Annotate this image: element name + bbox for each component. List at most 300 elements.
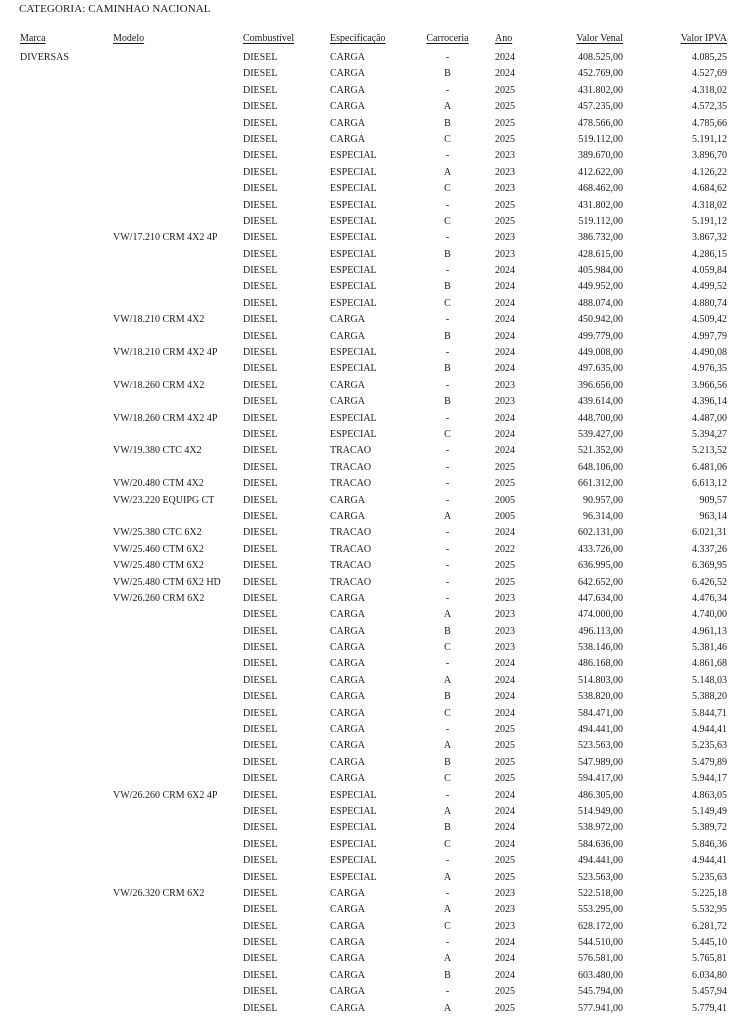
cell-valor_venal: 522.518,00 [578, 887, 623, 899]
cell-valor_venal: 90.957,00 [583, 494, 623, 506]
cell-valor_venal: 576.581,00 [578, 953, 623, 965]
cell-ano: 2025 [495, 724, 515, 736]
cell-carroceria: B [444, 396, 451, 408]
cell-valor_ipva: 5.765,81 [692, 953, 727, 965]
column-header-label: Carroceria [426, 33, 469, 44]
cell-valor_venal: 448.700,00 [578, 412, 623, 424]
cell-ano: 2024 [495, 68, 515, 80]
cell-especificacao: ESPECIAL [330, 838, 377, 850]
cell-combustivel: DIESEL [243, 953, 278, 965]
cell-especificacao: TRACAO [330, 461, 372, 473]
cell-carroceria: C [444, 297, 451, 309]
table-row [20, 607, 727, 623]
cell-carroceria: B [444, 756, 451, 768]
cell-valor_venal: 544.510,00 [578, 937, 623, 949]
cell-valor_ipva: 6.281,72 [692, 920, 727, 932]
cell-valor_venal: 519.112,00 [578, 215, 623, 227]
cell-ano: 2023 [495, 396, 515, 408]
cell-valor_ipva: 6.369,95 [692, 560, 727, 572]
cell-carroceria: A [443, 1002, 452, 1014]
cell-valor_ipva: 4.490,08 [692, 347, 727, 359]
table-row [20, 968, 727, 984]
category-title: CATEGORIA: CAMINHAO NACIONAL [19, 3, 211, 15]
cell-valor_venal: 439.614,00 [578, 396, 623, 408]
cell-ano: 2025 [495, 461, 515, 473]
cell-carroceria: B [444, 822, 451, 834]
cell-valor_ipva: 4.944,41 [692, 724, 727, 736]
cell-combustivel: DIESEL [243, 248, 278, 260]
cell-especificacao: CARGA [330, 773, 366, 785]
cell-valor_venal: 497.635,00 [578, 363, 623, 375]
cell-ano: 2025 [495, 576, 515, 588]
cell-especificacao: CARGA [330, 609, 366, 621]
cell-carroceria: - [445, 576, 450, 588]
cell-ano: 2024 [495, 953, 515, 965]
table-row [20, 886, 727, 902]
table-row [20, 820, 727, 836]
cell-especificacao: CARGA [330, 969, 366, 981]
cell-valor_ipva: 5.479,89 [692, 756, 727, 768]
cell-valor_ipva: 4.337,26 [692, 543, 727, 555]
cell-valor_ipva: 4.997,79 [692, 330, 727, 342]
cell-valor_ipva: 4.785,66 [692, 117, 727, 129]
cell-especificacao: CARGA [330, 691, 366, 703]
cell-especificacao: CARGA [330, 953, 366, 965]
cell-valor_venal: 577.941,00 [578, 1002, 623, 1014]
cell-carroceria: A [443, 166, 452, 178]
cell-carroceria: - [445, 855, 450, 867]
table-row [20, 722, 727, 738]
cell-combustivel: DIESEL [243, 576, 278, 588]
cell-valor_ipva: 5.445,10 [692, 937, 727, 949]
cell-valor_venal: 628.172,00 [578, 920, 623, 932]
cell-carroceria: B [444, 281, 451, 293]
table-row [20, 575, 727, 591]
table-row [20, 443, 727, 459]
cell-combustivel: DIESEL [243, 838, 278, 850]
cell-especificacao: ESPECIAL [330, 347, 377, 359]
cell-valor_ipva: 6.613,12 [692, 478, 727, 490]
cell-especificacao: TRACAO [330, 527, 372, 539]
cell-valor_venal: 474.000,00 [578, 609, 623, 621]
cell-ano: 2025 [495, 756, 515, 768]
cell-carroceria: - [445, 592, 450, 604]
cell-especificacao: CARGA [330, 674, 366, 686]
cell-especificacao: CARGA [330, 314, 366, 326]
cell-combustivel: DIESEL [243, 658, 278, 670]
cell-ano: 2024 [495, 707, 515, 719]
cell-carroceria: - [445, 543, 450, 555]
cell-combustivel: DIESEL [243, 707, 278, 719]
cell-ano: 2005 [495, 510, 515, 522]
cell-combustivel: DIESEL [243, 510, 278, 522]
cell-carroceria: B [444, 68, 451, 80]
cell-especificacao: CARGA [330, 1002, 366, 1014]
cell-carroceria: B [444, 248, 451, 260]
table-row [20, 738, 727, 754]
table-row [20, 1001, 727, 1017]
cell-valor_ipva: 4.861,68 [692, 658, 727, 670]
cell-ano: 2024 [495, 297, 515, 309]
table-row [20, 706, 727, 722]
cell-carroceria: A [443, 904, 452, 916]
cell-especificacao: CARGA [330, 133, 366, 145]
cell-especificacao: ESPECIAL [330, 232, 377, 244]
table-row [20, 804, 727, 820]
cell-valor_venal: 594.417,00 [578, 773, 623, 785]
table-row [20, 312, 727, 328]
cell-combustivel: DIESEL [243, 347, 278, 359]
table-row [20, 788, 727, 804]
cell-especificacao: ESPECIAL [330, 805, 377, 817]
cell-ano: 2023 [495, 232, 515, 244]
cell-carroceria: - [445, 461, 450, 473]
table-row [20, 640, 727, 656]
table-row [20, 378, 727, 394]
cell-ano: 2023 [495, 592, 515, 604]
table-row [20, 132, 727, 148]
column-header-combustivel [243, 33, 330, 44]
cell-valor_venal: 602.131,00 [578, 527, 623, 539]
table-row [20, 247, 727, 263]
cell-combustivel: DIESEL [243, 379, 278, 391]
table-row [20, 591, 727, 607]
cell-valor_venal: 486.168,00 [578, 658, 623, 670]
cell-carroceria: - [445, 789, 450, 801]
cell-ano: 2024 [495, 314, 515, 326]
cell-especificacao: CARGA [330, 379, 366, 391]
column-header-valor_ipva [623, 33, 727, 44]
table-row [20, 919, 727, 935]
cell-valor_ipva: 4.487,00 [692, 412, 727, 424]
cell-valor_venal: 636.995,00 [578, 560, 623, 572]
cell-combustivel: DIESEL [243, 150, 278, 162]
cell-ano: 2023 [495, 609, 515, 621]
cell-valor_ipva: 4.499,52 [692, 281, 727, 293]
cell-carroceria: A [443, 674, 452, 686]
cell-valor_ipva: 6.034,80 [692, 969, 727, 981]
cell-ano: 2023 [495, 379, 515, 391]
cell-especificacao: CARGA [330, 68, 366, 80]
cell-valor_venal: 389.670,00 [578, 150, 623, 162]
cell-combustivel: DIESEL [243, 265, 278, 277]
cell-carroceria: B [444, 363, 451, 375]
cell-ano: 2024 [495, 691, 515, 703]
cell-especificacao: CARGA [330, 592, 366, 604]
cell-valor_ipva: 4.059,84 [692, 265, 727, 277]
cell-carroceria: - [445, 199, 450, 211]
cell-combustivel: DIESEL [243, 937, 278, 949]
cell-modelo: VW/26.260 CRM 6X2 [113, 592, 205, 604]
cell-valor_ipva: 4.961,13 [692, 625, 727, 637]
cell-valor_ipva: 5.388,20 [692, 691, 727, 703]
cell-combustivel: DIESEL [243, 52, 278, 63]
cell-modelo: VW/23.220 EQUIPG CT [113, 494, 215, 506]
cell-valor_venal: 661.312,00 [578, 478, 623, 490]
cell-especificacao: CARGA [330, 724, 366, 736]
cell-especificacao: ESPECIAL [330, 428, 377, 440]
table-row [20, 870, 727, 886]
cell-valor_venal: 603.480,00 [578, 969, 623, 981]
cell-carroceria: - [445, 724, 450, 736]
cell-valor_venal: 519.112,00 [578, 133, 623, 145]
cell-combustivel: DIESEL [243, 560, 278, 572]
cell-especificacao: TRACAO [330, 560, 372, 572]
table-row [20, 525, 727, 541]
cell-carroceria: - [445, 84, 450, 96]
cell-valor_ipva: 5.389,72 [692, 822, 727, 834]
cell-carroceria: B [444, 691, 451, 703]
cell-valor_venal: 545.794,00 [578, 986, 623, 998]
cell-combustivel: DIESEL [243, 166, 278, 178]
table-row [20, 951, 727, 967]
cell-valor_venal: 538.146,00 [578, 642, 623, 654]
cell-ano: 2025 [495, 199, 515, 211]
cell-valor_ipva: 4.740,00 [692, 609, 727, 621]
cell-combustivel: DIESEL [243, 396, 278, 408]
cell-combustivel: DIESEL [243, 68, 278, 80]
cell-ano: 2024 [495, 347, 515, 359]
cell-valor_ipva: 4.126,22 [692, 166, 727, 178]
cell-especificacao: CARGA [330, 920, 366, 932]
cell-carroceria: B [444, 117, 451, 129]
cell-combustivel: DIESEL [243, 904, 278, 916]
cell-especificacao: CARGA [330, 494, 366, 506]
cell-carroceria: C [444, 133, 451, 145]
table-row [20, 198, 727, 214]
cell-carroceria: A [443, 609, 452, 621]
cell-combustivel: DIESEL [243, 871, 278, 883]
cell-combustivel: DIESEL [243, 887, 278, 899]
cell-valor_ipva: 5.779,41 [692, 1002, 727, 1014]
cell-valor_venal: 412.622,00 [578, 166, 623, 178]
cell-valor_ipva: 5.394,27 [692, 428, 727, 440]
cell-valor_venal: 496.113,00 [578, 625, 623, 637]
cell-especificacao: CARGA [330, 986, 366, 998]
cell-especificacao: ESPECIAL [330, 215, 377, 227]
cell-valor_venal: 514.803,00 [578, 674, 623, 686]
cell-carroceria: A [443, 805, 452, 817]
cell-ano: 2024 [495, 822, 515, 834]
cell-carroceria: - [445, 658, 450, 670]
cell-marca: DIVERSAS [20, 52, 69, 63]
cell-valor_ipva: 5.235,63 [692, 871, 727, 883]
cell-modelo: VW/19.380 CTC 4X2 [113, 445, 202, 457]
cell-especificacao: CARGA [330, 625, 366, 637]
cell-ano: 2024 [495, 412, 515, 424]
cell-ano: 2025 [495, 117, 515, 129]
cell-ano: 2025 [495, 740, 515, 752]
cell-valor_ipva: 5.844,71 [692, 707, 727, 719]
cell-valor_venal: 539.427,00 [578, 428, 623, 440]
cell-valor_venal: 486.305,00 [578, 789, 623, 801]
cell-especificacao: CARGA [330, 84, 366, 96]
cell-especificacao: CARGA [330, 756, 366, 768]
cell-valor_ipva: 4.318,02 [692, 199, 727, 211]
table-row [20, 214, 727, 230]
cell-modelo: VW/25.480 CTM 6X2 HD [113, 576, 221, 588]
cell-ano: 2024 [495, 527, 515, 539]
table-row [20, 394, 727, 410]
column-header-label: Ano [495, 33, 513, 44]
table-row [20, 263, 727, 279]
cell-especificacao: ESPECIAL [330, 248, 377, 260]
table-row [20, 116, 727, 132]
cell-modelo: VW/20.480 CTM 4X2 [113, 478, 204, 490]
cell-combustivel: DIESEL [243, 969, 278, 981]
cell-carroceria: - [445, 937, 450, 949]
cell-valor_ipva: 5.213,52 [692, 445, 727, 457]
cell-valor_venal: 523.563,00 [578, 740, 623, 752]
cell-valor_ipva: 4.318,02 [692, 84, 727, 96]
column-header-especificacao [330, 33, 415, 44]
cell-valor_venal: 494.441,00 [578, 855, 623, 867]
column-header-modelo [113, 33, 243, 44]
cell-combustivel: DIESEL [243, 543, 278, 555]
cell-combustivel: DIESEL [243, 445, 278, 457]
cell-combustivel: DIESEL [243, 592, 278, 604]
cell-valor_ipva: 4.572,35 [692, 101, 727, 113]
cell-ano: 2024 [495, 937, 515, 949]
cell-ano: 2023 [495, 625, 515, 637]
cell-especificacao: ESPECIAL [330, 363, 377, 375]
table-row [20, 296, 727, 312]
cell-especificacao: CARGA [330, 117, 366, 129]
cell-valor_venal: 449.008,00 [578, 347, 623, 359]
cell-ano: 2024 [495, 363, 515, 375]
cell-carroceria: A [443, 871, 452, 883]
cell-combustivel: DIESEL [243, 1002, 278, 1014]
cell-especificacao: ESPECIAL [330, 183, 377, 195]
cell-ano: 2024 [495, 445, 515, 457]
cell-ano: 2025 [495, 986, 515, 998]
cell-combustivel: DIESEL [243, 428, 278, 440]
cell-carroceria: C [444, 838, 451, 850]
cell-especificacao: CARGA [330, 52, 366, 63]
table-row [20, 66, 727, 82]
cell-especificacao: CARGA [330, 658, 366, 670]
cell-ano: 2024 [495, 330, 515, 342]
cell-valor_ipva: 5.191,12 [692, 215, 727, 227]
cell-combustivel: DIESEL [243, 183, 278, 195]
cell-especificacao: TRACAO [330, 543, 372, 555]
cell-especificacao: CARGA [330, 904, 366, 916]
column-header-label: Combustível [243, 33, 295, 44]
cell-carroceria: A [443, 740, 452, 752]
cell-carroceria: C [444, 642, 451, 654]
cell-valor_venal: 538.820,00 [578, 691, 623, 703]
column-header-label: Especificação [330, 33, 386, 44]
cell-ano: 2025 [495, 133, 515, 145]
cell-combustivel: DIESEL [243, 101, 278, 113]
cell-ano: 2023 [495, 887, 515, 899]
cell-especificacao: CARGA [330, 330, 366, 342]
table-row [20, 935, 727, 951]
cell-carroceria: A [443, 953, 452, 965]
cell-especificacao: ESPECIAL [330, 871, 377, 883]
table-row [20, 361, 727, 377]
cell-combustivel: DIESEL [243, 822, 278, 834]
cell-ano: 2025 [495, 1002, 515, 1014]
cell-modelo: VW/18.260 CRM 4X2 [113, 379, 205, 391]
cell-combustivel: DIESEL [243, 527, 278, 539]
cell-combustivel: DIESEL [243, 314, 278, 326]
cell-carroceria: B [444, 625, 451, 637]
cell-valor_ipva: 6.426,52 [692, 576, 727, 588]
cell-valor_venal: 648.106,00 [578, 461, 623, 473]
column-header-label: Modelo [113, 33, 145, 44]
cell-valor_venal: 447.634,00 [578, 592, 623, 604]
cell-valor_venal: 386.732,00 [578, 232, 623, 244]
cell-combustivel: DIESEL [243, 674, 278, 686]
cell-combustivel: DIESEL [243, 625, 278, 637]
cell-ano: 2023 [495, 920, 515, 932]
cell-ano: 2024 [495, 674, 515, 686]
cell-combustivel: DIESEL [243, 642, 278, 654]
cell-valor_ipva: 4.684,62 [692, 183, 727, 195]
cell-combustivel: DIESEL [243, 789, 278, 801]
cell-ano: 2024 [495, 658, 515, 670]
cell-valor_venal: 547.989,00 [578, 756, 623, 768]
table-row [20, 837, 727, 853]
cell-carroceria: - [445, 150, 450, 162]
table-row [20, 230, 727, 246]
cell-valor_ipva: 5.944,17 [692, 773, 727, 785]
cell-valor_ipva: 5.225,18 [692, 887, 727, 899]
cell-combustivel: DIESEL [243, 691, 278, 703]
cell-valor_ipva: 4.085,25 [692, 52, 727, 63]
cell-especificacao: CARGA [330, 396, 366, 408]
cell-valor_ipva: 3.867,32 [692, 232, 727, 244]
cell-especificacao: ESPECIAL [330, 150, 377, 162]
table-row [20, 279, 727, 295]
table-row [20, 165, 727, 181]
cell-combustivel: DIESEL [243, 986, 278, 998]
table-row [20, 493, 727, 509]
cell-carroceria: - [445, 347, 450, 359]
cell-valor_ipva: 4.527,69 [692, 68, 727, 80]
cell-combustivel: DIESEL [243, 117, 278, 129]
cell-carroceria: - [445, 412, 450, 424]
cell-combustivel: DIESEL [243, 412, 278, 424]
cell-carroceria: C [444, 215, 451, 227]
cell-ano: 2024 [495, 789, 515, 801]
cell-carroceria: - [445, 232, 450, 244]
cell-combustivel: DIESEL [243, 756, 278, 768]
cell-carroceria: C [444, 183, 451, 195]
cell-valor_venal: 452.769,00 [578, 68, 623, 80]
table-row [20, 148, 727, 164]
table-body [20, 50, 727, 1017]
cell-combustivel: DIESEL [243, 478, 278, 490]
column-header-label: Valor IPVA [680, 33, 727, 44]
cell-carroceria: C [444, 773, 451, 785]
cell-carroceria: - [445, 986, 450, 998]
table-row [20, 853, 727, 869]
cell-valor_venal: 584.471,00 [578, 707, 623, 719]
cell-ano: 2025 [495, 101, 515, 113]
cell-valor_ipva: 909,57 [699, 494, 727, 506]
cell-valor_ipva: 6.021,31 [692, 527, 727, 539]
cell-carroceria: B [444, 330, 451, 342]
cell-carroceria: - [445, 887, 450, 899]
table-row [20, 902, 727, 918]
cell-combustivel: DIESEL [243, 232, 278, 244]
cell-valor_ipva: 3.966,56 [692, 379, 727, 391]
cell-ano: 2025 [495, 871, 515, 883]
cell-valor_venal: 431.802,00 [578, 84, 623, 96]
cell-ano: 2024 [495, 969, 515, 981]
